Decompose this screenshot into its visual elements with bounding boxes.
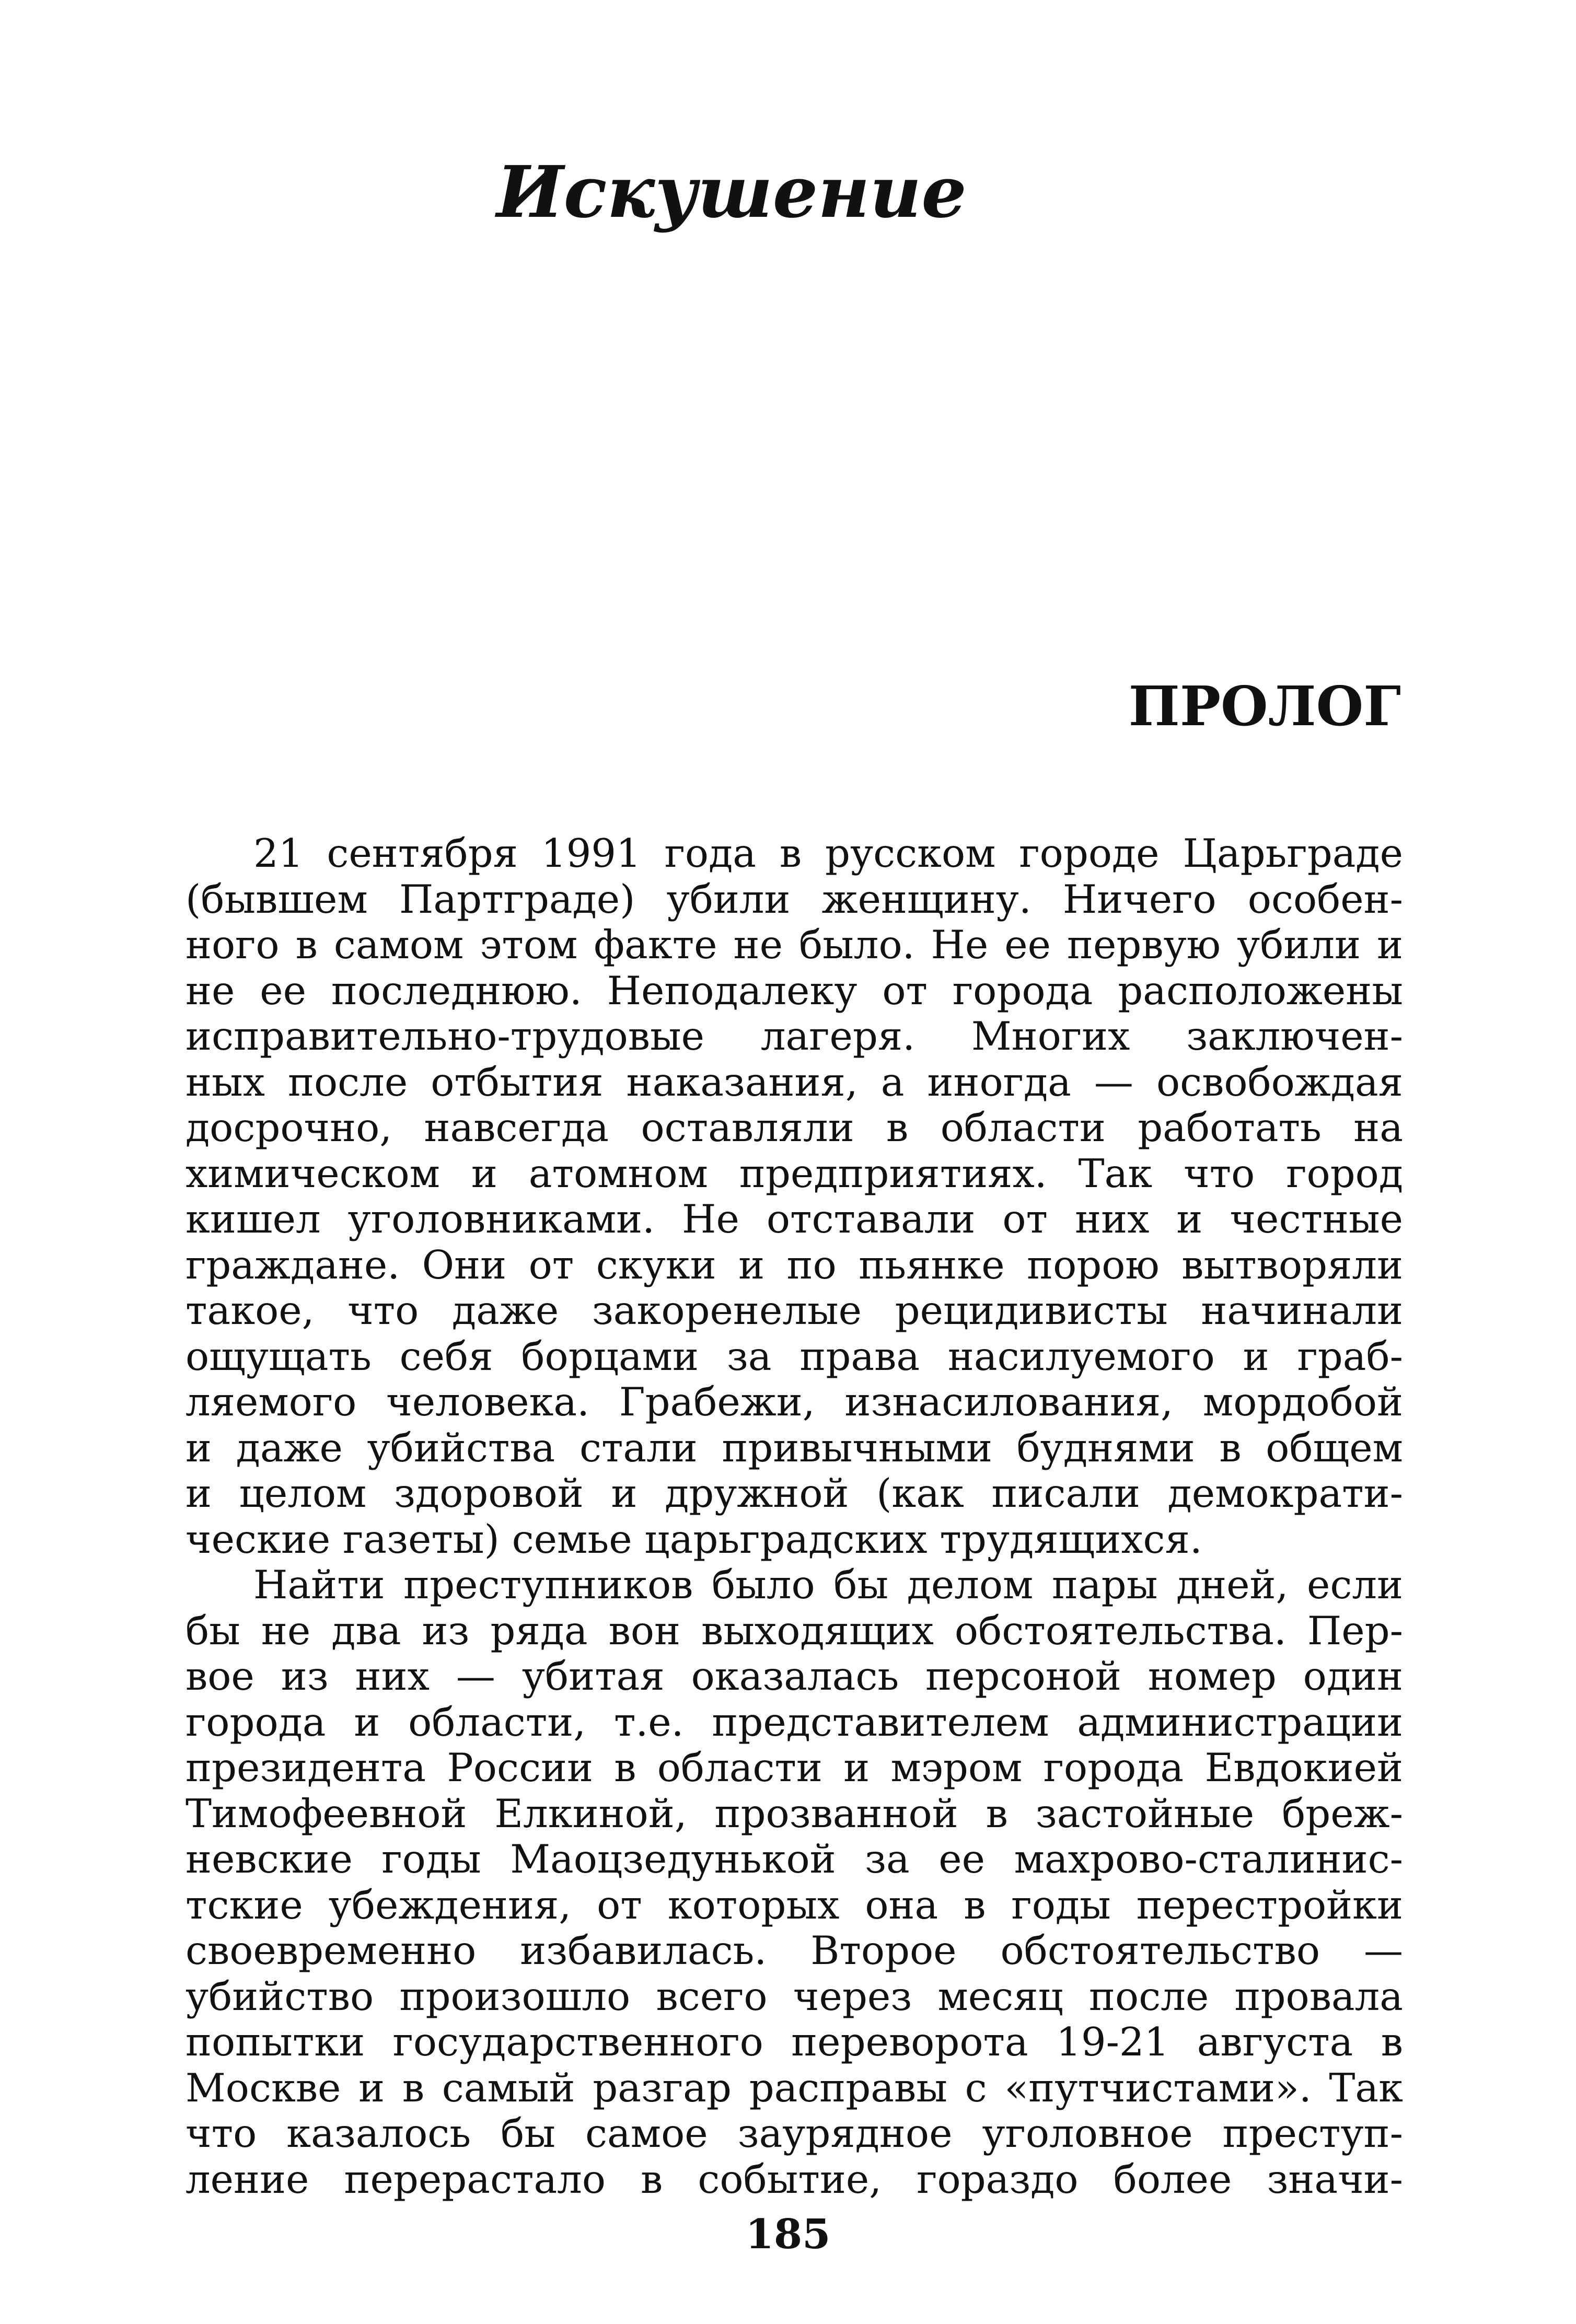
- text-line: вое из них — убитая оказалась персоной номер один: [186, 1653, 1403, 1699]
- text-line: Москве и в самый разгар расправы с «путчистами». Так: [186, 2064, 1403, 2111]
- text-line: досрочно, навсегда оставляли в области работать на: [186, 1105, 1403, 1151]
- text-line: своевременно избавилась. Второе обстоятельство —: [186, 1927, 1403, 1973]
- text-line: убийство произошло всего через месяц после провала: [186, 1973, 1403, 2019]
- text-line: попытки государственного переворота 19-21 августа в: [186, 2019, 1403, 2065]
- text-line: президента России в области и мэром города Евдокией: [186, 1745, 1403, 1791]
- text-line: и целом здоровой и дружной (как писали демократи-: [186, 1470, 1403, 1516]
- text-line: ных после отбытия наказания, а иногда — освобождая: [186, 1059, 1403, 1105]
- text-line: ощущать себя борцами за права насилуемого и граб-: [186, 1333, 1403, 1379]
- section-heading: ПРОЛОГ: [1128, 674, 1401, 738]
- text-line: Найти преступников было бы делом пары дней, если: [253, 1562, 1403, 1608]
- text-line: ного в самом этом факте не было. Не ее первую убили и: [186, 922, 1403, 968]
- text-line: ческие газеты) семье царьградских трудящихся.: [186, 1516, 1202, 1562]
- text-line: города и области, т.е. представителем администрации: [186, 1699, 1403, 1745]
- text-line: исправительно-трудовые лагеря. Многих заключен-: [186, 1013, 1403, 1059]
- text-line: ление перерастало в событие, гораздо более значи-: [186, 2156, 1403, 2202]
- text-line: (бывшем Партграде) убили женщину. Ничего особен-: [186, 876, 1403, 922]
- text-line: невские годы Маоцзедунькой за ее махрово-сталинис-: [186, 1836, 1403, 1882]
- text-line: 21 сентября 1991 года в русском городе Царьграде: [253, 830, 1403, 876]
- book-title: Искушение: [496, 150, 967, 234]
- text-line: что казалось бы самое заурядное уголовное преступ-: [186, 2110, 1403, 2156]
- text-line: Тимофеевной Елкиной, прозванной в застойные бреж-: [186, 1790, 1403, 1837]
- text-line: ляемого человека. Грабежи, изнасилования, мордобой: [186, 1379, 1403, 1425]
- page-number: 185: [745, 2211, 831, 2258]
- text-line: и даже убийства стали привычными буднями в общем: [186, 1424, 1403, 1471]
- text-line: кишел уголовниками. Не отставали от них и честные: [186, 1196, 1403, 1242]
- paragraph: [186, 831, 1403, 1562]
- text-line: граждане. Они от скуки и по пьянке порою вытворяли: [186, 1241, 1403, 1288]
- paragraph: [186, 1562, 1403, 2202]
- text-line: химическом и атомном предприятиях. Так что город: [186, 1150, 1403, 1196]
- text-line: такое, что даже закоренелые рецидивисты начинали: [186, 1287, 1403, 1333]
- body-text: [186, 831, 1403, 2202]
- text-line: бы не два из ряда вон выходящих обстоятельства. Пер-: [186, 1607, 1403, 1654]
- text-line: не ее последнюю. Неподалеку от города расположены: [186, 967, 1403, 1014]
- text-line: тские убеждения, от которых она в годы перестройки: [186, 1881, 1403, 1928]
